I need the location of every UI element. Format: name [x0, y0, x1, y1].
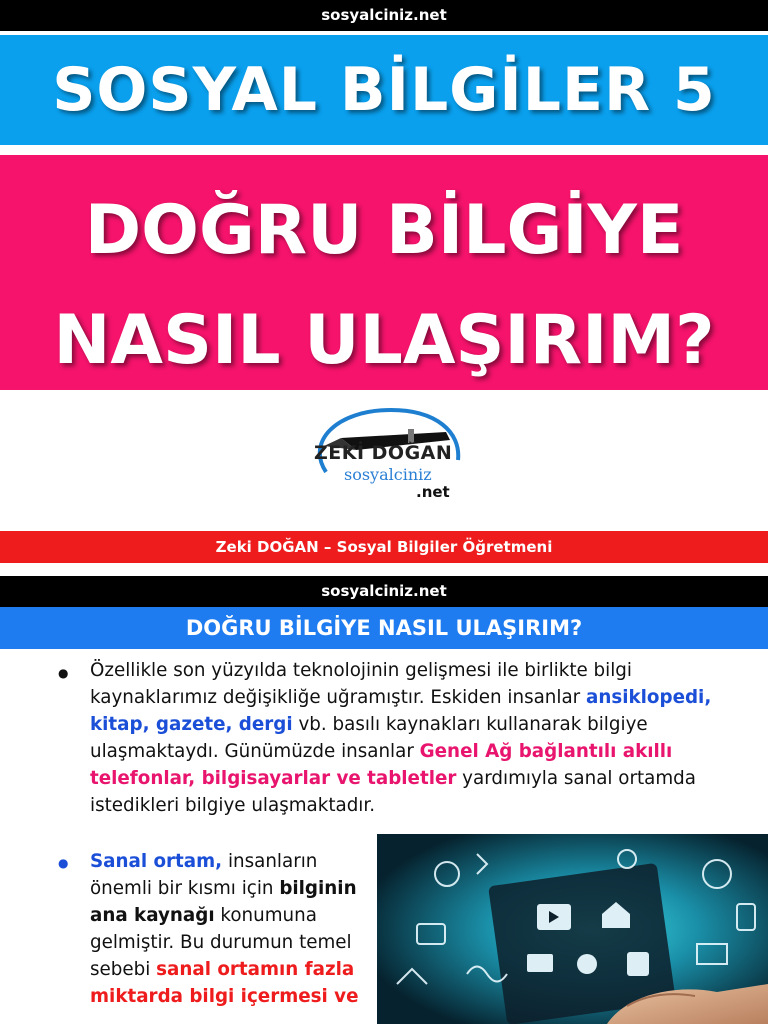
main-title: SOSYAL BİLGİLER 5	[52, 55, 716, 125]
technology-image	[377, 834, 768, 1024]
site-bar-top: sosyalciniz.net	[0, 0, 768, 31]
paragraph-1	[58, 657, 738, 819]
p2-text-d: konumuna gelmiştir. Bu durumun temel sebebi	[90, 905, 352, 980]
site-bar-second: sosyalciniz.net	[0, 576, 768, 607]
p1-text-e: yardımıyla sanal ortamda istedikleri bilgiye ulaşmaktadır.	[90, 768, 696, 816]
subtitle-line-2: NASIL ULAŞIRIM?	[53, 301, 715, 380]
logo-name: ZEKİ DOĞAN	[314, 442, 453, 464]
bullet-marker: ●	[58, 666, 69, 680]
paragraph-2	[90, 848, 360, 1010]
logo-site: sosyalciniz	[344, 465, 432, 484]
bullet-marker: ●	[58, 856, 69, 870]
section-heading: DOĞRU BİLGİYE NASIL ULAŞIRIM?	[0, 607, 768, 649]
subtitle-line-1: DOĞRU BİLGİYE	[84, 191, 684, 270]
logo-net: .net	[416, 483, 450, 501]
subtitle-banner	[0, 155, 768, 390]
digital-icons-illustration	[377, 834, 768, 1024]
p1-highlight-devices: Genel Ağ bağlantılı akıllı telefonlar, bilgisayarlar ve tabletler	[90, 741, 673, 789]
p2-highlight-reason: sanal ortamın fazla miktarda bilgi içermesi ve	[90, 959, 359, 1007]
title-banner	[0, 35, 768, 145]
author-logo	[296, 402, 476, 522]
author-bar: Zeki DOĞAN – Sosyal Bilgiler Öğretmeni	[0, 531, 768, 563]
p1-highlight-sources: ansiklopedi, kitap, gazete, dergi	[90, 687, 712, 735]
p2-bold-source: bilginin ana kaynağı	[90, 878, 357, 926]
p1-text-a: Özellikle son yüzyılda teknolojinin gelişmesi ile birlikte bilgi kaynaklarımız değişikliğe uğramıştır. Eskiden insanlar	[90, 660, 632, 708]
p2-highlight-virtual: Sanal ortam,	[90, 851, 223, 872]
p2-text-b: insanların önemli bir kısmı için	[90, 851, 318, 899]
p1-text-c: vb. basılı kaynakları kullanarak bilgiye ulaşmaktaydı. Günümüzde insanlar	[90, 714, 648, 762]
